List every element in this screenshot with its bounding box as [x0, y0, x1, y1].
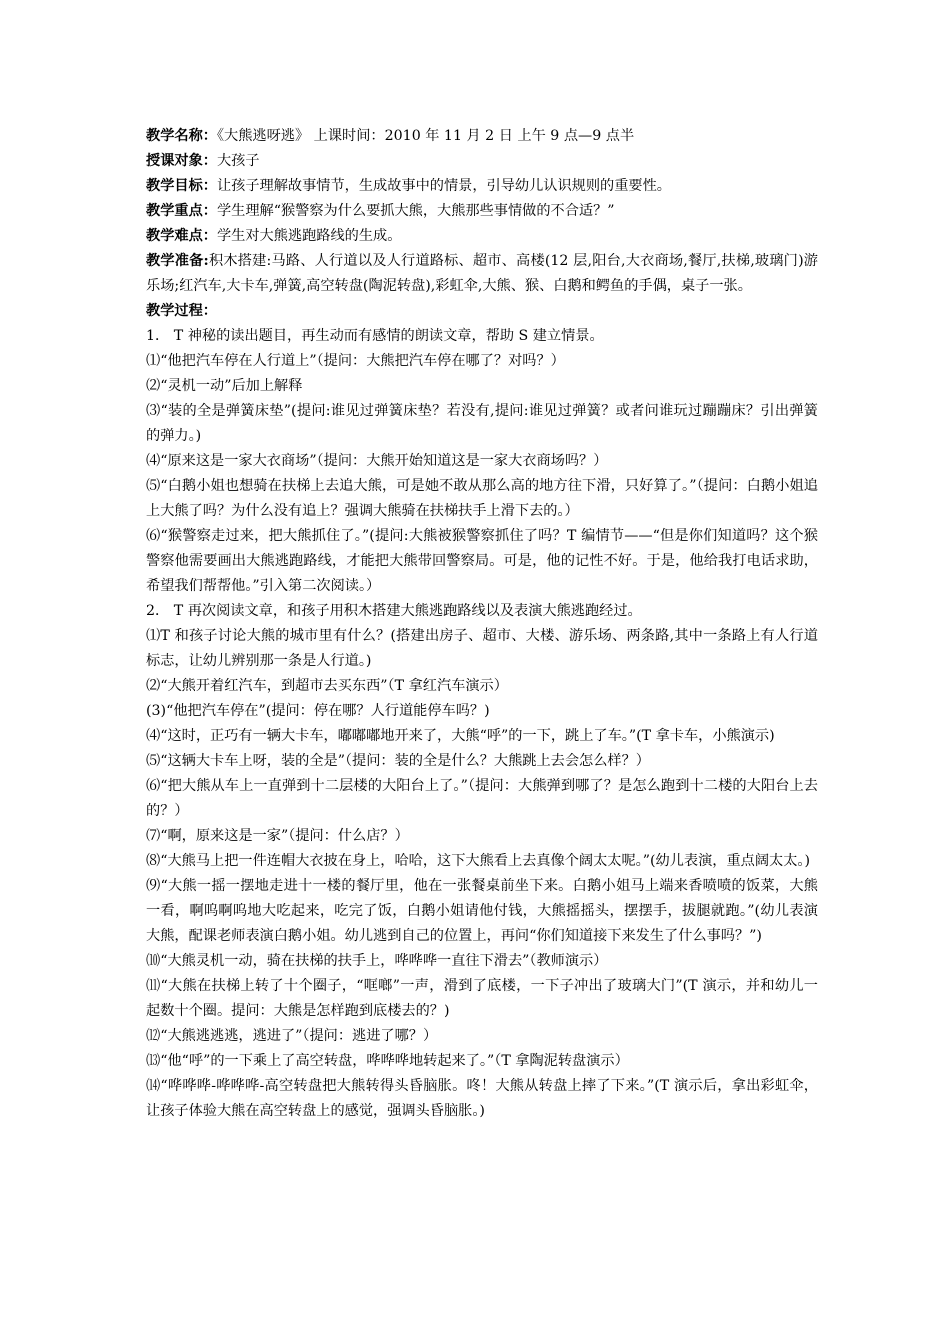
process-item-2-12: ⑿“大熊逃逃逃，逃进了”（提问：逃进了哪？） — [146, 1028, 438, 1044]
process-item-2-4: ⑷“这时，正巧有一辆大卡车，嘟嘟嘟地开来了，大熊“呼”的一下，跳上了车。”(T 拿卡车，小熊演示) — [146, 728, 775, 744]
process-item-1-5: ⑸“白鹅小姐也想骑在扶梯上去追大熊，可是她不敢从那么高的地方往下滑，只好算了。”（提问：白鹅小姐追上大熊了吗？为什么没有追上？强调大熊骑在扶梯扶手上滑下去的。） — [146, 478, 818, 519]
preparation-value: 积木搭建:马路、人行道以及人行道路标、超市、高楼(12 层,阳台,大衣商场,餐厅,扶梯,玻璃门)游乐场;红汽车,大卡车,弹簧,高空转盘(陶泥转盘),彩虹伞,大熊、猴、白鹅和鳄鱼的手偶，桌子一张。 — [146, 253, 818, 294]
focus-value: 学生理解“猴警察为什么要抓大熊，大熊那些事情做的不合适？” — [216, 203, 615, 219]
process-item-2-7: ⑺“啊，原来这是一家”（提问：什么店？） — [146, 828, 409, 844]
process-item-2-6: ⑹“把大熊从车上一直弹到十二层楼的大阳台上了。”（提问：大熊弹到哪了？是怎么跑到十二楼的大阳台上去的？） — [146, 778, 818, 819]
process-heading: 教学过程： — [146, 303, 217, 319]
process-item-2-14: ⒁“哗哗哗-哗哗哗-高空转盘把大熊转得头昏脑胀。咚！大熊从转盘上摔了下来。”(T 演示后，拿出彩虹伞，让孩子体验大熊在高空转盘上的感觉，强调头昏脑胀。) — [146, 1078, 818, 1119]
process-item-2-8: ⑻“大熊马上把一件连帽大衣披在身上，哈哈，这下大熊看上去真像个阔太太呢。”(幼儿表演，重点阔太太。) — [146, 853, 811, 869]
difficulty-label: 教学难点： — [146, 228, 217, 244]
process-item-1-2: ⑵“灵机一动”后加上解释 — [146, 378, 303, 394]
process-item-1-6: ⑹“猴警察走过来，把大熊抓住了。”(提问:大熊被猴警察抓住了吗？T 编情节——“但是你们知道吗？这个猴警察他需要画出大熊逃跑路线，才能把大熊带回警察局。可是，他的记性不好。于是，他给我打电话求助，希望我们帮帮他。”引入第二次阅读。） — [146, 528, 818, 594]
audience-value: 大孩子 — [216, 153, 260, 169]
goal-label: 教学目标： — [146, 178, 217, 194]
process-item-2-1: ⑴T 和孩子讨论大熊的城市里有什么？(搭建出房子、超市、大楼、游乐场、两条路,其中一条路上有人行道标志，让幼儿辨别那一条是人行道。) — [146, 628, 818, 669]
process-step-2: 2． T 再次阅读文章，和孩子用积木搭建大熊逃跑路线以及表演大熊逃跑经过。 — [146, 603, 642, 619]
difficulty-line — [146, 224, 818, 249]
lesson-name-value: 《大熊逃呀逃》 上课时间：2010 年 11 月 2 日 上午 9 点—9 点半 — [216, 128, 635, 144]
audience-label: 授课对象： — [146, 153, 217, 169]
process-item-2-2: ⑵“大熊开着红汽车，到超市去买东西”（T 拿红汽车演示） — [146, 678, 508, 694]
process-item-1-4: ⑷“原来这是一家大衣商场”（提问：大熊开始知道这是一家大衣商场吗？） — [146, 453, 608, 469]
lesson-name-line — [146, 124, 818, 149]
focus-label: 教学重点： — [146, 203, 217, 219]
process-step-1: 1． T 神秘的读出题目，再生动而有感情的朗读文章，帮助 S 建立情景。 — [146, 328, 604, 344]
process-item-1-1: ⑴“他把汽车停在人行道上”（提问：大熊把汽车停在哪了？对吗？） — [146, 353, 565, 369]
process-item-2-13: ⒀“他“呼”的一下乘上了高空转盘，哗哗哗地转起来了。”（T 拿陶泥转盘演示） — [146, 1053, 629, 1069]
preparation-label: 教学准备: — [146, 253, 209, 269]
process-item-1-3: ⑶“装的全是弹簧床垫”(提问:谁见过弹簧床垫？若没有,提问:谁见过弹簧？或者问谁玩过蹦蹦床？引出弹簧的弹力。) — [146, 403, 818, 444]
lesson-plan — [146, 124, 818, 1124]
process-item-2-9: ⑼“大熊一摇一摆地走进十一楼的餐厅里，他在一张餐桌前坐下来。白鹅小姐马上端来香喷喷的饭菜，大熊一看，啊呜啊呜地大吃起来，吃完了饭，白鹅小姐请他付钱，大熊摇摇头，摆摆手，拔腿就跑。”(幼儿表演大熊，配课老师表演白鹅小姐。幼儿逃到自己的位置上，再问“你们知道接下来发生了什么事吗？”) — [146, 878, 818, 944]
process-item-2-5: ⑸“这辆大卡车上呀，装的全是”（提问：装的全是什么？大熊跳上去会怎么样？） — [146, 753, 650, 769]
process-item-2-11: ⑾“大熊在扶梯上转了十个圈子，“哐啷”一声，滑到了底楼，一下子冲出了玻璃大门”(T 演示，并和幼儿一起数十个圈。提问：大熊是怎样跑到底楼去的？) — [146, 978, 818, 1019]
process-item-2-3: (3)“他把汽车停在”(提问：停在哪？人行道能停车吗？) — [146, 703, 490, 719]
process-item-2-10: ⑽“大熊灵机一动，骑在扶梯的扶手上，哗哗哗一直往下滑去”（教师演示） — [146, 953, 608, 969]
focus-line — [146, 199, 818, 224]
goal-value: 让孩子理解故事情节，生成故事中的情景，引导幼儿认识规则的重要性。 — [216, 178, 671, 194]
preparation-line — [146, 249, 818, 299]
audience-line — [146, 149, 818, 174]
goal-line — [146, 174, 818, 199]
lesson-name-label: 教学名称： — [146, 128, 217, 144]
difficulty-value: 学生对大熊逃跑路线的生成。 — [216, 228, 402, 244]
